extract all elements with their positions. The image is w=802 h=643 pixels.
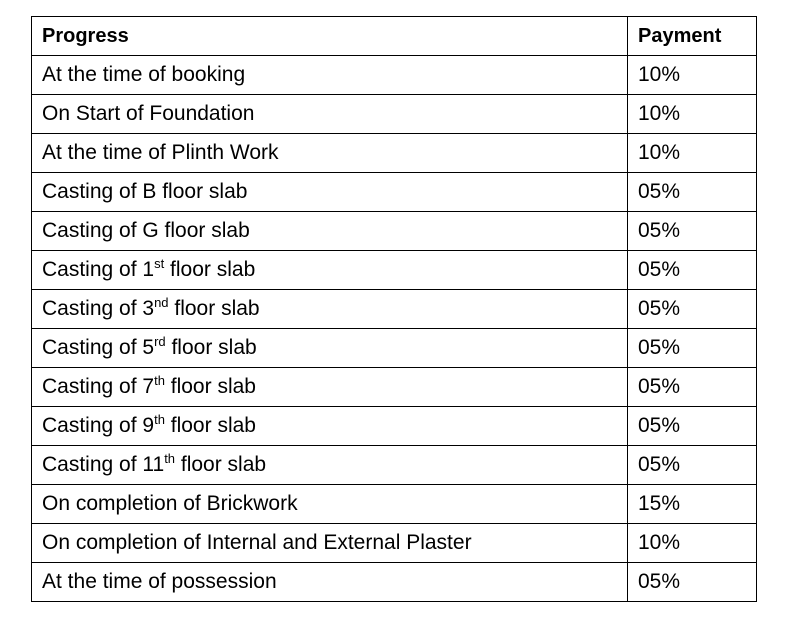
table-row	[32, 563, 757, 602]
payment-cell: 05%	[628, 290, 757, 329]
payment-cell: 05%	[628, 446, 757, 485]
payment-cell: 05%	[628, 251, 757, 290]
progress-cell	[32, 95, 628, 134]
progress-text: On Start of Foundation	[42, 102, 255, 125]
progress-cell	[32, 368, 628, 407]
payment-cell: 05%	[628, 407, 757, 446]
payment-cell: 05%	[628, 563, 757, 602]
progress-text-rest: floor slab	[164, 375, 256, 398]
ordinal-suffix: nd	[154, 295, 169, 310]
progress-text-rest: floor slab	[164, 414, 256, 437]
table-row	[32, 173, 757, 212]
progress-text: At the time of Plinth Work	[42, 141, 279, 164]
table-header-row	[32, 17, 757, 56]
header-payment: Payment	[628, 17, 757, 56]
table-row	[32, 290, 757, 329]
progress-cell	[32, 134, 628, 173]
progress-text: Casting of 9	[42, 414, 155, 437]
progress-text: Casting of 1	[42, 258, 155, 281]
progress-text-rest: floor slab	[168, 297, 260, 320]
table-row	[32, 446, 757, 485]
ordinal-suffix: th	[154, 373, 165, 388]
payment-schedule-table	[31, 16, 757, 602]
table-row	[32, 212, 757, 251]
progress-cell	[32, 290, 628, 329]
progress-text: Casting of 7	[42, 375, 155, 398]
progress-cell	[32, 446, 628, 485]
table-row	[32, 329, 757, 368]
table-row	[32, 95, 757, 134]
payment-cell: 10%	[628, 95, 757, 134]
progress-text-rest: floor slab	[164, 258, 256, 281]
progress-text: At the time of booking	[42, 63, 246, 86]
progress-text: Casting of 11	[42, 453, 165, 476]
table-row	[32, 251, 757, 290]
progress-text: Casting of B floor slab	[42, 180, 248, 203]
progress-text-rest: floor slab	[165, 336, 257, 359]
progress-cell	[32, 407, 628, 446]
table-row	[32, 407, 757, 446]
progress-cell	[32, 173, 628, 212]
progress-cell	[32, 212, 628, 251]
ordinal-suffix: th	[164, 451, 176, 466]
payment-cell: 05%	[628, 212, 757, 251]
payment-cell: 05%	[628, 368, 757, 407]
payment-cell: 15%	[628, 485, 757, 524]
table-row	[32, 524, 757, 563]
ordinal-suffix: st	[154, 256, 165, 271]
progress-text: Casting of 5	[42, 336, 155, 359]
progress-cell	[32, 251, 628, 290]
header-progress: Progress	[32, 17, 628, 56]
payment-cell: 10%	[628, 524, 757, 563]
table-row	[32, 56, 757, 95]
progress-text: On completion of Internal and External Plaster	[42, 531, 472, 554]
payment-cell: 05%	[628, 329, 757, 368]
ordinal-suffix: rd	[154, 334, 166, 349]
progress-cell	[32, 485, 628, 524]
progress-text: At the time of possession	[42, 570, 277, 593]
payment-cell: 10%	[628, 134, 757, 173]
progress-cell	[32, 524, 628, 563]
payment-cell: 10%	[628, 56, 757, 95]
ordinal-suffix: th	[154, 412, 165, 427]
progress-text: Casting of G floor slab	[42, 219, 250, 242]
table-row	[32, 134, 757, 173]
table-row	[32, 368, 757, 407]
progress-text-rest: floor slab	[175, 453, 267, 476]
progress-text: Casting of 3	[42, 297, 155, 320]
progress-cell	[32, 563, 628, 602]
progress-cell	[32, 329, 628, 368]
progress-cell	[32, 56, 628, 95]
table-row	[32, 485, 757, 524]
progress-text: On completion of Brickwork	[42, 492, 298, 515]
payment-cell: 05%	[628, 173, 757, 212]
